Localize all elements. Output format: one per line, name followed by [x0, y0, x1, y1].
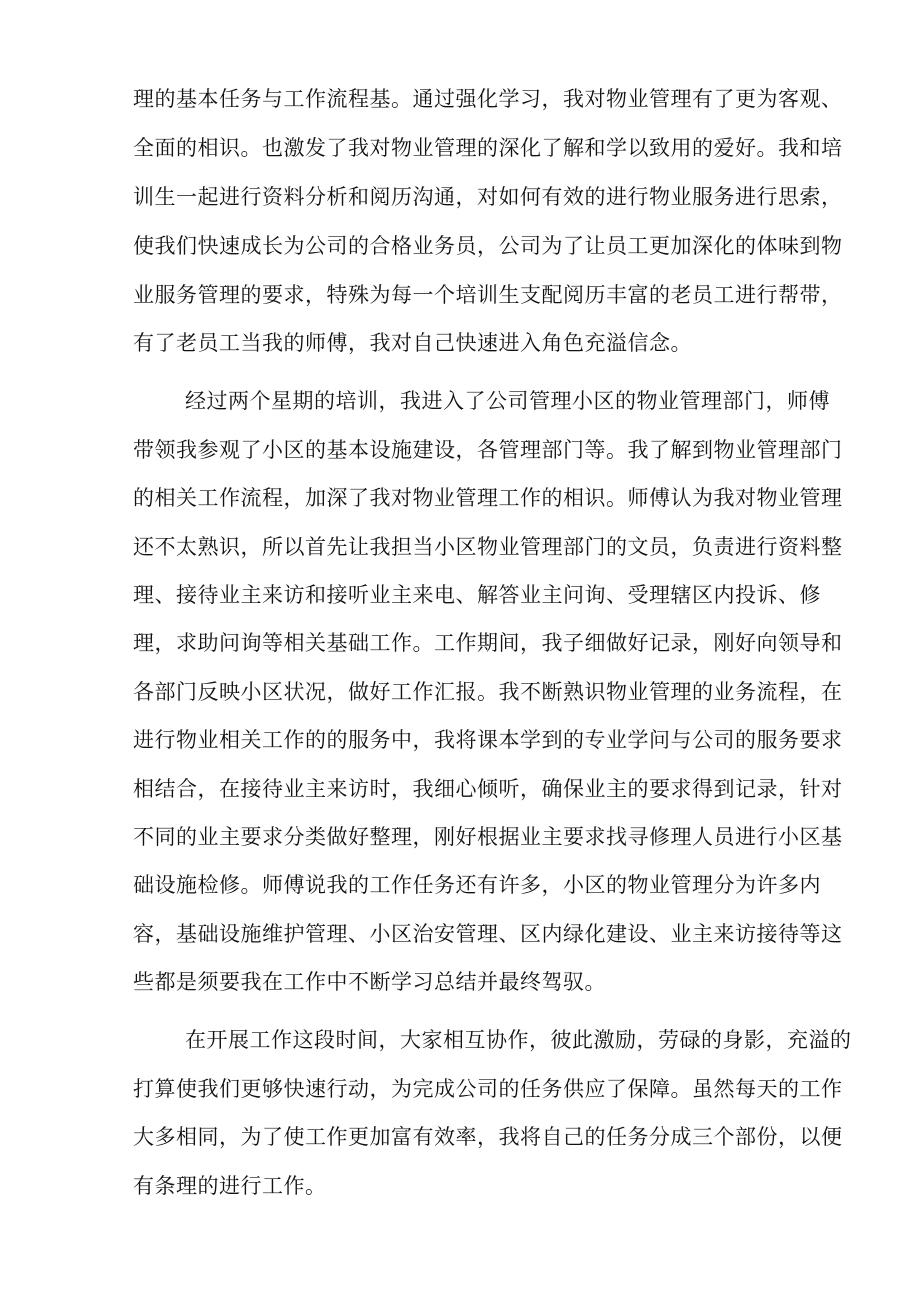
paragraph-line: 不同的业主要求分类做好整理，刚好根据业主要求找寻修理人员进行小区基 — [133, 825, 843, 849]
paragraph-line: 经过两个星期的培训，我进入了公司管理小区的物业管理部门，师傅 — [185, 389, 830, 413]
paragraph-line: 业服务管理的要求，特殊为每一个培训生支配阅历丰富的老员工进行帮带， — [133, 283, 843, 307]
paragraph-line: 带领我参观了小区的基本设施建设，各管理部门等。我了解到物业管理部门 — [133, 438, 843, 462]
paragraph-line: 还不太熟识，所以首先让我担当小区物业管理部门的文员，负责进行资料整 — [133, 535, 843, 559]
paragraph-line: 在开展工作这段时间，大家相互协作，彼此激励，劳碌的身影，充溢的 — [185, 1028, 852, 1052]
paragraph-line: 础设施检修。师傅说我的工作任务还有许多，小区的物业管理分为许多内 — [133, 873, 821, 897]
paragraph-line: 使我们快速成长为公司的合格业务员，公司为了让员工更加深化的体味到物 — [133, 234, 843, 258]
paragraph-line: 理、接待业主来访和接听业主来电、解答业主问询、受理辖区内投诉、修 — [133, 583, 821, 607]
paragraph-line: 各部门反映小区状况，做好工作汇报。我不断熟识物业管理的业务流程，在 — [133, 680, 843, 704]
paragraph-line: 训生一起进行资料分析和阅历沟通，对如何有效的进行物业服务进行思索， — [133, 185, 843, 209]
paragraph-line: 大多相同，为了使工作更加富有效率，我将自己的任务分成三个部份，以便 — [133, 1125, 843, 1149]
paragraph-line: 理，求助问询等相关基础工作。工作期间，我子细做好记录，刚好向领导和 — [133, 631, 843, 655]
paragraph-line: 些都是须要我在工作中不断学习总结并最终驾驭。 — [133, 970, 606, 994]
paragraph-line: 理的基本任务与工作流程基。通过强化学习，我对物业管理有了更为客观、 — [133, 87, 843, 111]
paragraph-line: 全面的相识。也激发了我对物业管理的深化了解和学以致用的爱好。我和培 — [133, 136, 843, 160]
paragraph-line: 打算使我们更够快速行动，为完成公司的任务供应了保障。虽然每天的工作 — [133, 1077, 843, 1101]
paragraph-line: 相结合，在接待业主来访时，我细心倾听，确保业主的要求得到记录，针对 — [133, 777, 843, 801]
paragraph-line: 进行物业相关工作的的服务中，我将课本学到的专业学问与公司的服务要求 — [133, 728, 843, 752]
paragraph-line: 的相关工作流程，加深了我对物业管理工作的相识。师傅认为我对物业管理 — [133, 486, 843, 510]
paragraph-line: 容，基础设施维护管理、小区治安管理、区内绿化建设、业主来访接待等这 — [133, 922, 843, 946]
paragraph-line: 有条理的进行工作。 — [133, 1174, 327, 1198]
paragraph-line: 有了老员工当我的师傅，我对自己快速进入角色充溢信念。 — [133, 331, 692, 355]
